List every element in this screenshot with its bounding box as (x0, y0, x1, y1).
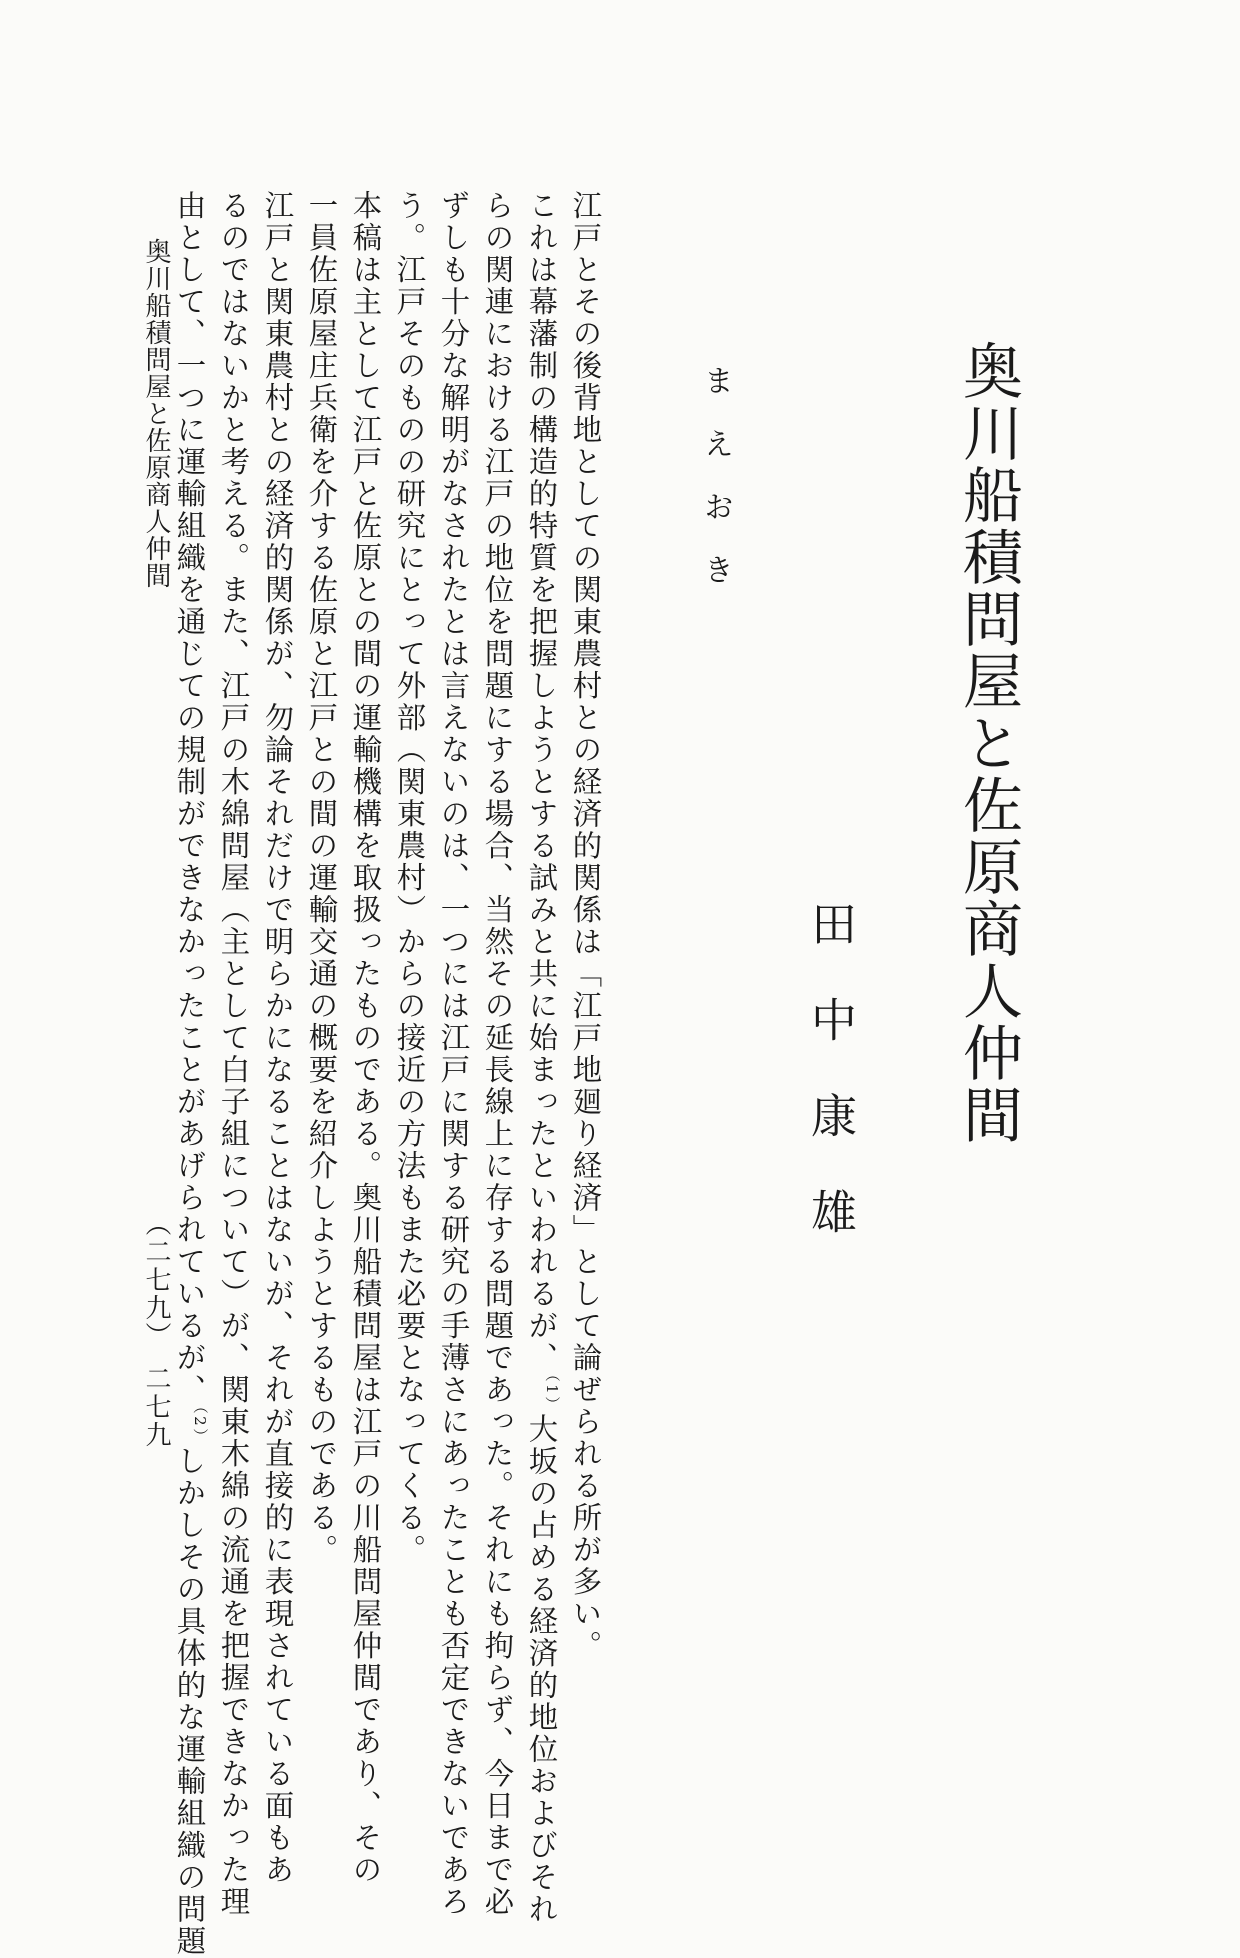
text-line-6: 本稿は主として江戸と佐原との間の運輸機構を取扱ったものである。奥川船積問屋は江戸の川船問屋仲間であり、その (348, 190, 383, 1886)
text-line-10 (172, 190, 210, 1958)
text-segment: これは幕藩制の構造的特質を把握しようとする試みと共に始まったといわれるが、 (524, 190, 559, 1374)
note-ref-1: （1） (543, 1374, 562, 1414)
text-segment: 関東木綿の流通を把握できなかった理 (216, 1374, 251, 1918)
text-line-4: ずしも十分な解明がなされたとは言えないのは、一つには江戸に関する研究の手薄さにあったことも否定できないであろ (436, 190, 471, 1918)
section-heading: まえおき (698, 365, 733, 617)
note-ref-2: （2） (191, 1406, 210, 1446)
text-line-5: う。江戸そのものの研究にとって外部（関東農村）からの接近の方法もまた必要となってくる。 (392, 190, 427, 1566)
running-title: 奥川船積問屋と佐原商人仲間 (141, 238, 171, 589)
text-segment: 大坂の占める経済的地位およびそれ (524, 1413, 559, 1926)
text-line-3: らの関連における江戸の地位を問題にする場合、当然その延長線上に存する問題であった。それにも拘らず、今日まで必 (480, 190, 515, 1918)
text-segment: るのではないかと考える。また、江戸の木綿問屋（主として白子組について）が、 (216, 190, 251, 1374)
text-line-8: 江戸と関東農村との経済的関係が、勿論それだけで明らかになることはないが、それが直接的に表現されている面もあ (260, 190, 295, 1886)
article-title: 奥川船積問屋と佐原商人仲間 (953, 340, 1023, 1146)
text-segment: 由として、一つに運輸組織を通じての規制ができなかったことがあげられているが、 (172, 190, 207, 1406)
text-line-1: 江戸とその後背地としての関東農村との経済的関係は「江戸地廻り経済」として論ぜられる所が多い。 (568, 190, 603, 1662)
text-line-2 (524, 190, 562, 1926)
author-name: 田中康雄 (804, 900, 858, 1284)
text-segment: しかしその具体的な運輸組織の問題 (172, 1445, 207, 1958)
text-line-9 (216, 190, 251, 1918)
text-line-7: 一員佐原屋庄兵衛を介する佐原と江戸との間の運輸交通の概要を紹介しようとするものである。 (304, 190, 339, 1566)
page-number: （二七九） 二七九 (141, 1210, 171, 1449)
